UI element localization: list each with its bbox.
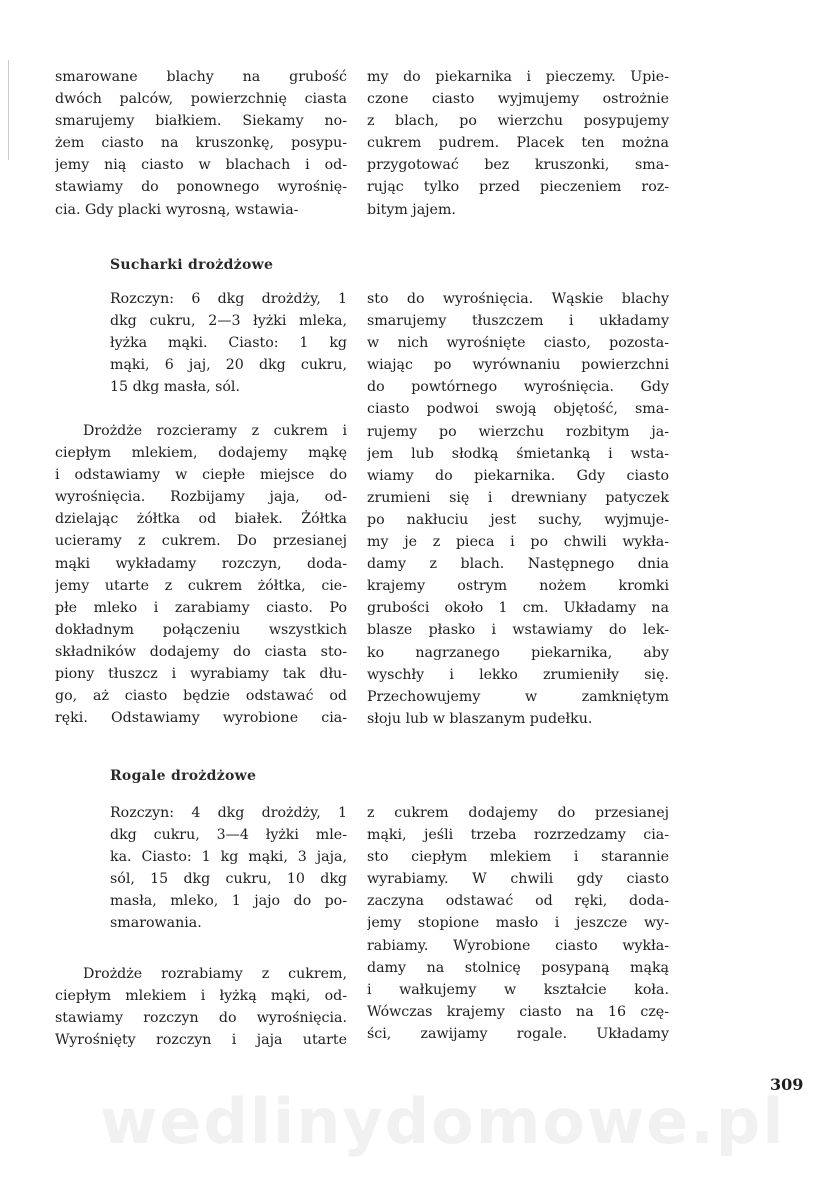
text-line: bitym jajem. xyxy=(367,201,456,218)
text-line: 15 dkg masła, sól. xyxy=(110,379,240,396)
text-line: Drożdże rozrabiamy z cukrem, xyxy=(83,966,347,982)
text-line: słoju lub w blaszanym pudełku. xyxy=(367,710,593,727)
text-line: ści, zawijamy rogale. Układamy xyxy=(367,1025,669,1042)
text-line: z blach, po wierzchu posypujemy xyxy=(367,113,669,130)
text-line: masła, mleko, 1 jajo do po- xyxy=(110,893,347,910)
text-line: zaczyna odstawać od ręki, doda- xyxy=(367,893,669,910)
text-line: stawiamy rozczyn do wyrośnięcia. xyxy=(55,1010,347,1027)
text-line: łyżka mąki. Ciasto: 1 kg xyxy=(110,335,347,352)
text-line: wyrośnięcia. Rozbijamy jaja, od- xyxy=(55,489,347,506)
text-line: mąki wykładamy rozczyn, doda- xyxy=(55,555,347,572)
text-line: dkg cukru, 2—3 łyżki mleka, xyxy=(110,313,347,330)
text-line: jemy utarte z cukrem żółtka, cie- xyxy=(55,577,347,594)
text-line: ucieramy z cukrem. Do przesianej xyxy=(55,533,347,550)
text-line: ręki. Odstawiamy wyrobione cia- xyxy=(55,710,347,727)
text-line: rujemy po wierzchu rozbitym ja- xyxy=(367,423,669,440)
text-line: płe mleko i zarabiamy ciasto. Po xyxy=(55,599,347,616)
text-line: wyschły i lekko zrumieniły się. xyxy=(367,666,669,683)
recipe-text-rogale xyxy=(55,963,347,1051)
text-line: damy na stolnicę posypaną mąką xyxy=(367,959,669,976)
text-line: Wówczas krajemy ciasto na 16 czę- xyxy=(367,1003,669,1020)
text-line: Drożdże rozcieramy z cukrem i xyxy=(83,423,347,439)
recipe-ingredients-sucharki xyxy=(110,288,347,398)
text-line: w nich wyrośnięte ciasto, pozosta- xyxy=(367,335,669,352)
text-line: smarowania. xyxy=(110,915,202,932)
text-line: sto ciepłym mlekiem i starannie xyxy=(367,849,669,866)
text-line: składników dodajemy do ciasta sto- xyxy=(55,643,347,660)
text-line: Wyrośnięty rozczyn i jaja utarte xyxy=(55,1032,347,1049)
text-line: wyrabiamy. W chwili gdy ciasto xyxy=(367,871,669,888)
text-line: sól, 15 dkg cukru, 10 dkg xyxy=(110,871,347,888)
text-line: jemy nią ciasto w blachach i od- xyxy=(55,157,347,174)
text-line: Rozczyn: 4 dkg drożdży, 1 xyxy=(110,805,347,821)
text-line: go, aż ciasto będzie odstawać od xyxy=(55,688,347,705)
text-line: czone ciasto wyjmujemy ostrożnie xyxy=(367,91,669,108)
text-line: do powtórnego wyrośnięcia. Gdy xyxy=(367,379,669,396)
text-line: cia. Gdy placki wyrosną, wstawia- xyxy=(55,201,299,218)
text-line: i wałkujemy w kształcie koła. xyxy=(367,981,669,998)
text-line: smarujemy tłuszczem i układamy xyxy=(367,313,669,330)
text-line: ko nagrzanego piekarnika, aby xyxy=(367,644,669,661)
text-line: grubości około 1 cm. Układamy na xyxy=(367,600,669,617)
text-line: ciepłym mlekiem i łyżką mąki, od- xyxy=(55,988,347,1005)
text-line: dzielając żółtka od białek. Żółtka xyxy=(55,511,347,528)
text-line: dkg cukru, 3—4 łyżki mle- xyxy=(110,827,347,844)
text-line: po nakłuciu jest suchy, wyjmuje- xyxy=(367,511,669,528)
text-line: dwóch palców, powierzchnię ciasta xyxy=(55,91,347,108)
text-line: wiamy do piekarnika. Gdy ciasto xyxy=(367,467,669,484)
text-line: żem ciasto na kruszonkę, posypu- xyxy=(55,135,347,152)
recipe-ingredients-rogale xyxy=(110,802,347,935)
text-line: i odstawiamy w ciepłe miejsce do xyxy=(55,467,347,484)
text-line: wiając po wyrównaniu powierzchni xyxy=(367,357,669,374)
text-line: my do piekarnika i pieczemy. Upie- xyxy=(367,69,669,85)
recipe-cont-rogale xyxy=(367,802,669,1045)
text-line: sto do wyrośnięcia. Wąskie blachy xyxy=(367,291,669,307)
right-intro xyxy=(367,66,669,221)
text-line: z cukrem dodajemy do przesianej xyxy=(367,805,669,821)
watermark: wedlinydomowe.pl xyxy=(100,1085,786,1158)
recipe-title-rogale: Rogale drożdżowe xyxy=(110,768,257,784)
page-number: 309 xyxy=(770,1075,804,1094)
text-line: stawiamy do ponownego wyrośnię- xyxy=(55,179,347,196)
text-line: damy z blach. Następnego dnia xyxy=(367,556,669,573)
text-line: mąki, jeśli trzeba rozrzedzamy cia- xyxy=(367,827,669,844)
text-line: rując tylko przed pieczeniem roz- xyxy=(367,179,669,196)
text-line: jemy stopione masło i jeszcze wy- xyxy=(367,915,669,932)
text-line: ka. Ciasto: 1 kg mąki, 3 jaja, xyxy=(110,849,347,866)
text-line: cukrem pudrem. Placek ten można xyxy=(367,135,669,152)
text-line: Rozczyn: 6 dkg drożdży, 1 xyxy=(110,291,347,307)
left-intro xyxy=(55,66,347,221)
recipe-text-sucharki xyxy=(55,420,347,729)
text-line: ciepłym mlekiem, dodajemy mąkę xyxy=(55,445,347,462)
recipe-title-sucharki: Sucharki drożdżowe xyxy=(110,257,274,273)
text-line: przygotować bez kruszonki, sma- xyxy=(367,157,669,174)
text-line: krajemy ostrym nożem kromki xyxy=(367,578,669,595)
text-line: smarujemy białkiem. Siekamy no- xyxy=(55,113,347,130)
text-line: ciasto podwoi swoją objętość, sma- xyxy=(367,401,669,418)
text-line: jem lub słodką śmietanką i wsta- xyxy=(367,445,669,462)
text-line: piony tłuszcz i wyrabiamy tak dłu- xyxy=(55,666,347,683)
text-line: Przechowujemy w zamkniętym xyxy=(367,688,669,705)
text-line: my je z pieca i po chwili wykła- xyxy=(367,534,669,551)
text-line: dokładnym połączeniu wszystkich xyxy=(55,621,347,638)
text-line: smarowane blachy na grubość xyxy=(55,69,347,85)
text-line: mąki, 6 jaj, 20 dkg cukru, xyxy=(110,357,347,374)
text-line: rabiamy. Wyrobione ciasto wykła- xyxy=(367,937,669,954)
scan-edge xyxy=(8,60,9,160)
text-line: zrumieni się i drewniany patyczek xyxy=(367,489,669,506)
recipe-cont-sucharki xyxy=(367,288,669,730)
text-line: blasze płasko i wstawiamy do lek- xyxy=(367,622,669,639)
